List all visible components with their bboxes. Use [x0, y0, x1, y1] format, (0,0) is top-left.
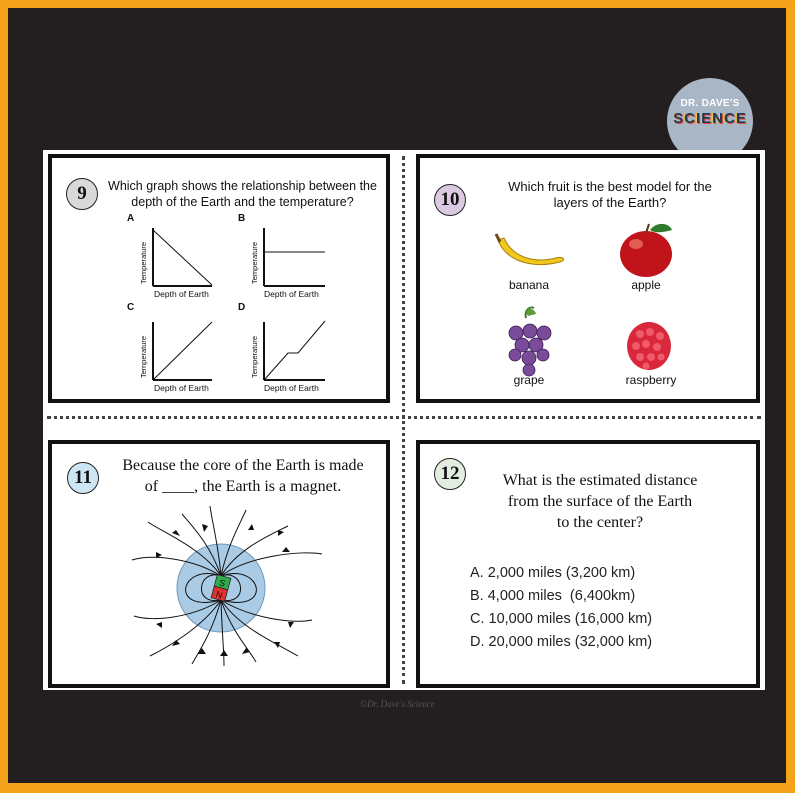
graph-d-xlabel: Depth of Earth	[264, 383, 319, 393]
graph-b-ylabel: Temperature	[250, 241, 259, 284]
graph-b-xlabel: Depth of Earth	[264, 289, 319, 299]
graph-a-line	[153, 230, 212, 285]
logo-line2: SCIENCE	[673, 110, 747, 127]
card-number-badge: 12	[434, 458, 466, 490]
logo-line1: DR. DAVE'S	[680, 98, 740, 109]
card-number-badge: 10	[434, 184, 466, 216]
answer-option-a: A. 2,000 miles (3,200 km)	[470, 565, 636, 581]
apple-image	[620, 224, 672, 277]
graph-c-ylabel: Temperature	[139, 335, 148, 378]
fruit-label-apple: apple	[631, 278, 661, 292]
question-text: Which graph shows the relationship between the depth of the Earth and the temperature?	[108, 179, 377, 209]
answer-option-b: B. 4,000 miles (6,400km)	[470, 588, 636, 604]
fruit-label-banana: banana	[508, 278, 550, 292]
answer-option-d: D. 20,000 miles (32,000 km)	[470, 634, 653, 650]
task-card-11	[48, 440, 390, 688]
graph-b-letter: B	[238, 213, 246, 224]
copyright-text: ©Dr. Dave's Science	[360, 699, 435, 709]
magnet-south-label: S	[218, 577, 227, 589]
graph-a-xlabel: Depth of Earth	[154, 289, 209, 299]
graph-a-ylabel: Temperature	[139, 241, 148, 284]
fruit-pictures	[420, 158, 756, 399]
graph-d-line	[265, 321, 325, 379]
graph-c-xlabel: Depth of Earth	[154, 383, 209, 393]
graph-d-ylabel: Temperature	[250, 335, 259, 378]
grape-image	[509, 307, 551, 376]
graph-c-line	[154, 322, 212, 379]
question-text: Which fruit is the best model for the layers of the Earth?	[508, 179, 712, 210]
task-card-sheet	[43, 150, 765, 690]
banana-image	[496, 234, 564, 265]
magnet-north-label: N	[214, 589, 224, 601]
cut-line-vertical	[402, 156, 405, 684]
card-number-badge: 9	[66, 178, 98, 210]
question-text: Because the core of the Earth is made of ____, the Earth is a magnet.	[122, 457, 364, 495]
raspberry-image	[627, 322, 671, 370]
graph-c-letter: C	[127, 302, 135, 313]
answer-option-c: C. 10,000 miles (16,000 km)	[470, 611, 653, 627]
question-text: What is the estimated distance from the surface of the Earth to the center?	[502, 472, 698, 531]
graph-a-letter: A	[127, 213, 135, 224]
fruit-label-grape: grape	[513, 373, 545, 387]
task-card-10	[416, 154, 760, 403]
graph-options	[52, 158, 386, 399]
task-card-12	[416, 440, 760, 688]
graph-d-letter: D	[238, 302, 246, 313]
card-number-badge: 11	[67, 462, 99, 494]
fruit-label-raspberry: raspberry	[625, 373, 677, 387]
task-card-9	[48, 154, 390, 403]
earth-magnetic-field-diagram	[52, 444, 386, 684]
